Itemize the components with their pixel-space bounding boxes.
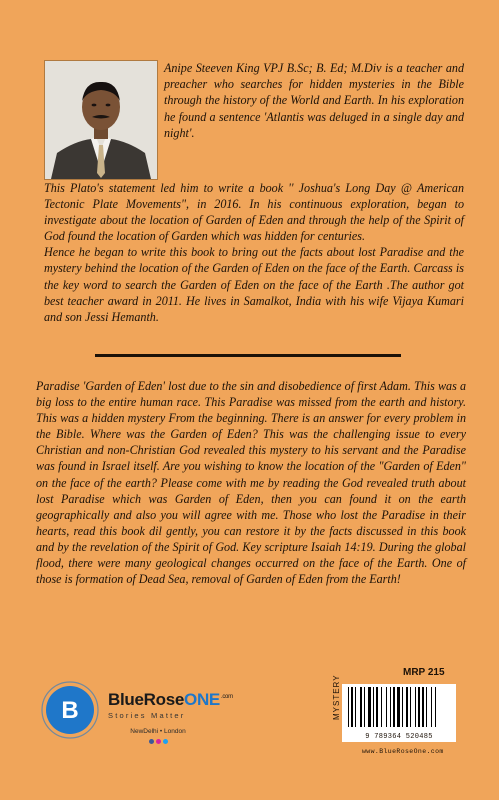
publisher-brand bbox=[108, 690, 238, 744]
section-divider bbox=[95, 354, 401, 357]
publisher-name-part1: BlueRose bbox=[108, 690, 185, 709]
publisher-name-suffix: .com bbox=[220, 694, 233, 701]
twitter-icon bbox=[163, 739, 168, 744]
price-label: MRP 215 bbox=[403, 667, 445, 678]
publisher-logo-icon bbox=[40, 680, 100, 740]
publisher-logo-letter: B bbox=[61, 697, 79, 724]
book-blurb: Paradise 'Garden of Eden' lost due to the sin and disobedience of first Adam. This was a big loss to the entire human race. This Paradise was missed from the earth and history. This was a hidden mystery From the beginning. There is an answer for every problem in the Bible. Where was the Garden of Eden? This was the challenging issue to every Christian and non-Christian God revealed this mystery to his servant and the Paradise was found in Israel itself. Are you wishing to know the location of the "Garden of Eden" on the face of the earth? Please come with me by reading the God revealed truth about lost Paradise which was Garden of Eden, then you can found it on the earth geographically and also you will agree with me. Those who lost the Paradise in their hearts, read this book dil gently, you can restore it by the facts discussed in this book and by the revelation of the Spirit of God. Key scripture Isaiah 14:19. During the global flood, there were many geological changes occurred on the face of the Earth. One of those is formation of Dead Sea, removal of Garden of Eden from the Earth! bbox=[36, 379, 466, 587]
publisher-name bbox=[108, 690, 238, 710]
social-icons bbox=[108, 739, 208, 744]
facebook-icon bbox=[149, 739, 154, 744]
publisher-website: www.BlueRoseOne.com bbox=[362, 748, 444, 755]
publisher-cities: NewDelhi • London bbox=[130, 728, 186, 735]
isbn-number: 9 789364 520485 bbox=[365, 733, 433, 741]
isbn-barcode bbox=[342, 684, 456, 742]
author-bio bbox=[44, 180, 464, 325]
author-bio-lead: Anipe Steeven King VPJ B.Sc; B. Ed; M.Div is a teacher and preacher who searches for hidden mysteries in the Bible through the history of the World and Earth. In his exploration he found a sentence 'Atlantis was deluged in a single day and night'. bbox=[164, 61, 464, 140]
barcode-icon bbox=[346, 687, 452, 727]
author-photo bbox=[44, 60, 158, 180]
publisher-tagline: Stories Matter bbox=[108, 711, 186, 720]
publisher-name-part2: ONE bbox=[184, 690, 220, 709]
genre-label: MYSTERY bbox=[332, 674, 341, 720]
author-bio-paragraph: Hence he began to write this book to bring out the facts about lost Paradise and the mystery behind the location of the Garden of Eden on the face of the Earth. Carcass is the key word to search the Garden of Eden on the face of the Earth .The author got best teacher award in 2011. He lives in Samalkot, India with his wife Vijaya Kumari and son Jessi Hemanth. bbox=[44, 245, 464, 324]
author-bio-paragraph: This Plato's statement led him to write a book '' Joshua's Long Day @ American Tectonic Plate Movements", in 2016. In his continuous exploration, began to investigate about the location of Garden of Eden and through the help of the Spirit of God found the location of Garden which was hidden for centuries. bbox=[44, 181, 464, 244]
instagram-icon bbox=[156, 739, 161, 744]
